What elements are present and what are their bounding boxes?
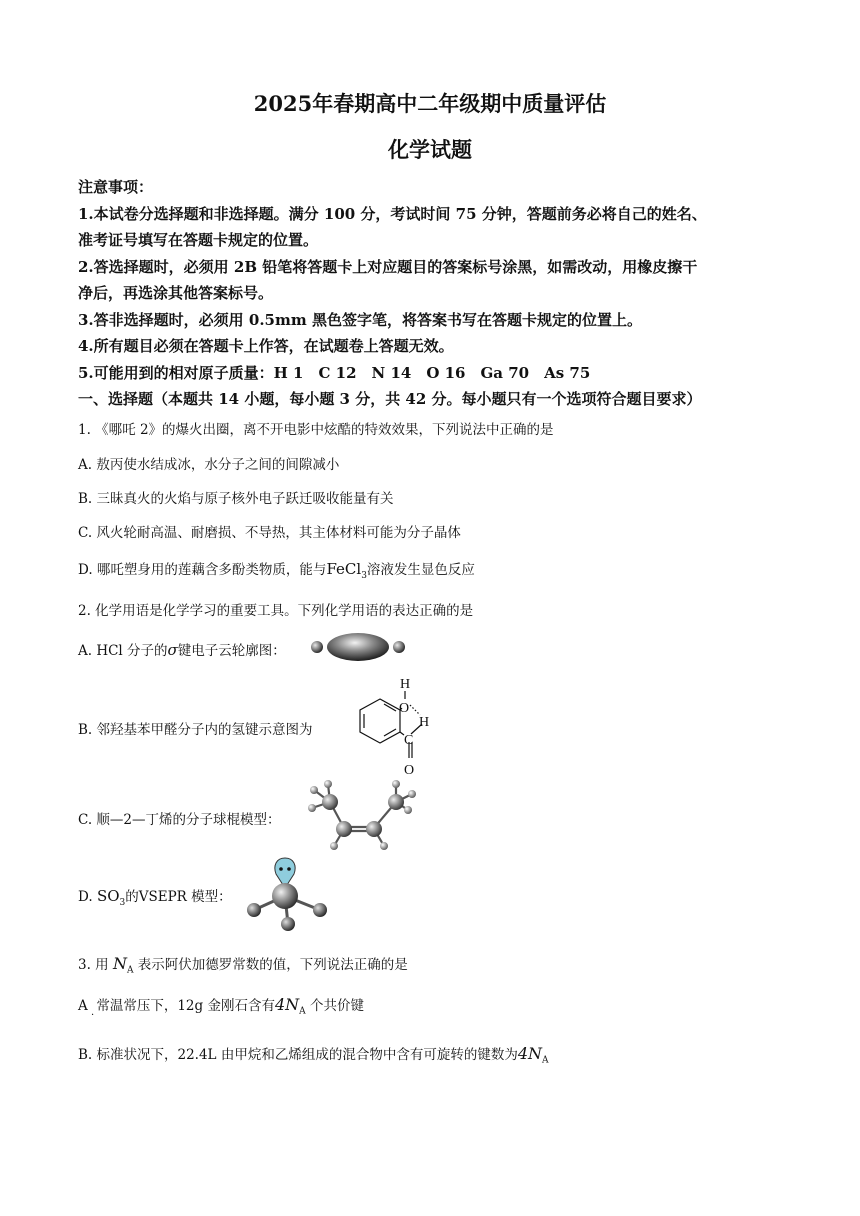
q1-stem: 1. 《哪吒 2》的爆火出圈，离不开电影中炫酷的特效效果，下列说法中正确的是 bbox=[78, 422, 554, 438]
q2-option-b: B. 邻羟基苯甲醛分子内的氢键示意图为 bbox=[78, 722, 313, 738]
atom-o1: O bbox=[399, 701, 410, 716]
so3-vsepr-model bbox=[240, 852, 336, 934]
q1-option-d: D. 哪吒塑身用的莲藕含多酚类物质，能与FeCl$_3$溶液发生显色反应 bbox=[78, 560, 475, 581]
notice-line-2: 2.答选择题时，必须用 2B 铅笔将答题卡上对应题目的答案标号涂黑，如需改动，用橡皮擦干 bbox=[78, 258, 698, 276]
q2-stem: 2. 化学用语是化学学习的重要工具。下列化学用语的表达正确的是 bbox=[78, 603, 474, 619]
q1-option-b: B. 三昧真火的火焰与原子核外电子跃迁吸收能量有关 bbox=[78, 491, 394, 507]
cis-2-butene-model bbox=[300, 780, 420, 852]
notice-heading: 注意事项： bbox=[78, 178, 154, 196]
hydrogen-bond-structure bbox=[340, 674, 440, 780]
notice-line-5: 5.可能用到的相对原子质量：H 1 C 12 N 14 O 16 Ga 70 As 75 bbox=[78, 364, 591, 382]
subject-title: 化学试题 bbox=[388, 137, 472, 162]
q2-option-c: C. 顺—2—丁烯的分子球棍模型： bbox=[78, 812, 281, 828]
q3-option-b: B. 标准状况下，22.4L 由甲烷和乙烯组成的混合物中含有可旋转的键数为$4N_A$ bbox=[78, 1044, 549, 1066]
notice-line-1: 1.本试卷分选择题和非选择题。满分 100 分，考试时间 75 分钟，答题前务必将自己的姓名、 bbox=[78, 205, 707, 223]
atom-c: C bbox=[404, 733, 414, 748]
q1-option-a: A. 敖丙使水结成冰，水分子之间的间隙减小 bbox=[78, 457, 340, 473]
q3-stem: 3. 用 $N_A$ 表示阿伏加德罗常数的值，下列说法正确的是 bbox=[78, 954, 408, 976]
notice-line-4: 4.所有题目必须在答题卡上作答，在试题卷上答题无效。 bbox=[78, 337, 454, 355]
notice-line-2b: 净后，再选涂其他答案标号。 bbox=[78, 284, 274, 302]
exam-title: 2025年春期高中二年级期中质量评估 bbox=[253, 91, 607, 116]
notice-line-3: 3.答非选择题时，必须用 0.5mm 黑色签字笔，将答案书写在答题卡规定的位置上。 bbox=[78, 311, 642, 329]
so3-formula: $SO_3$ bbox=[96, 887, 126, 908]
notice-line-1b: 准考证号填写在答题卡规定的位置。 bbox=[78, 231, 319, 249]
section-heading: 一、选择题（本题共 14 小题，每小题 3 分，共 42 分。每小题只有一个选项符合题目要求） bbox=[78, 390, 702, 408]
fecl3-formula: FeCl$_3$ bbox=[326, 560, 367, 581]
q1-option-c: C. 风火轮耐高温、耐磨损、不导热，其主体材料可能为分子晶体 bbox=[78, 525, 461, 541]
atom-o2: O bbox=[404, 763, 415, 778]
q3-option-a-dot: · bbox=[91, 1010, 95, 1021]
q2-option-d: D. $SO_3$的VSEPR 模型： bbox=[78, 887, 232, 908]
q3-option-a: A 常温常压下，12g 金刚石含有$4N_A$ 个共价键 bbox=[78, 995, 364, 1017]
sigma-orbital-image bbox=[310, 630, 406, 664]
atom-h2: H bbox=[419, 715, 430, 730]
atom-h1: H bbox=[400, 677, 411, 692]
q2-option-a: A. HCl 分子的σ键电子云轮廓图： bbox=[78, 641, 286, 659]
